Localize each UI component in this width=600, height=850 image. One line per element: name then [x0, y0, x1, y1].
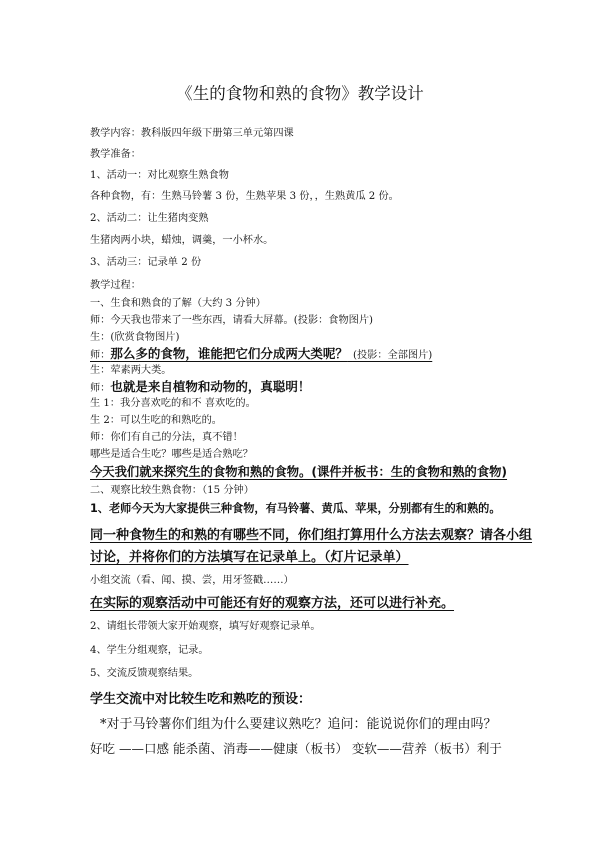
step-4: 4、学生分组观察，记录。 [90, 645, 209, 656]
process-heading: 教学过程： [90, 280, 141, 291]
page-title: 《生的食物和熟的食物》教学设计 [176, 84, 424, 103]
teacher-question-text: 那么多的食物，谁能把它们分成两大类呢？ [110, 346, 348, 361]
step-1: 1、老师今天为大家提供三种食物，有马铃薯、黄瓜、苹果，分别都有生的和熟的。 [90, 502, 501, 515]
teacher-prefix-2: 师： [90, 383, 111, 394]
teacher-praise [90, 376, 310, 395]
student-line-1: 生：(欣赏食物图片) [90, 332, 180, 343]
student-line-4: 生 2：可以生吃的和熟吃的。 [90, 415, 222, 426]
prep-activity-2: 2、活动二：让生猪肉变熟 [90, 213, 209, 224]
projection-note: (投影：全部图片) [352, 350, 433, 361]
prep-activity-3: 3、活动三：记录单 2 份 [90, 257, 202, 268]
teacher-line-4: 师：你们有自己的分法，真不错！ [90, 432, 243, 443]
prep-pork: 生猪肉两小块，蜡烛，调羹，一小杯水。 [90, 235, 274, 246]
potato-question: *对于马铃薯你们组为什么要建议熟吃？追问：能说说你们的理由吗？ [100, 717, 497, 732]
exchange-heading: 学生交流中对比较生吃和熟吃的预设： [90, 692, 312, 707]
student-line-2: 生：荤素两大类。 [90, 365, 172, 376]
student-line-3: 生 1：我分喜欢吃的和不 喜欢吃的。 [90, 398, 256, 409]
prep-activity-1: 1、活动一：对比观察生熟食物 [90, 170, 229, 181]
teacher-line-1: 师：今天我也带来了一些东西，请看大屏幕。(投影：食物图片) [90, 315, 374, 326]
step-2: 2、请组长带领大家开始观察，填写好观察记录单。 [90, 621, 321, 632]
discussion-line-2: 讨论，并将你们的方法填写在记录单上。（灯片记录单） [90, 550, 409, 565]
question-line: 哪些是适合生吃？哪些是适合熟吃？ [90, 449, 253, 460]
teacher-question [90, 343, 432, 362]
step-5: 5、交流反馈观察结果。 [90, 668, 199, 679]
prep-heading: 教学准备： [90, 149, 141, 160]
lesson-topic: 今天我们就来探究生的食物和熟的食物。(课件并板书：生的食物和熟的食物) [90, 465, 508, 479]
group-exchange: 小组交流（看、闻、摸、尝，用牙签戳……） [90, 575, 294, 586]
supplement-line: 在实际的观察活动中可能还有好的观察方法，还可以进行补充。 [90, 596, 455, 611]
discussion-line-1: 同一种食物生的和熟的有哪些不同，你们组打算用什么方法去观察？请各小组 [90, 528, 533, 543]
teacher-prefix: 师： [90, 350, 111, 361]
part-2-heading: 二、观察比较生熟食物：（15 分钟） [90, 485, 254, 496]
last-line: 好吃 ——口感 能杀菌、消毒——健康（板书） 变软——营养（板书）利于 [90, 741, 502, 756]
part-1-heading: 一、生食和熟食的了解（大约 3 分钟） [90, 298, 266, 309]
teacher-praise-text: 也就是来自植物和动物的，真聪明！ [110, 379, 311, 394]
teaching-content: 教学内容：教科版四年级下册第三单元第四课 [90, 128, 294, 139]
prep-foods: 各种食物，有：生熟马铃薯 3 份，生熟苹果 3 份，，生熟黄瓜 2 份。 [90, 191, 399, 202]
